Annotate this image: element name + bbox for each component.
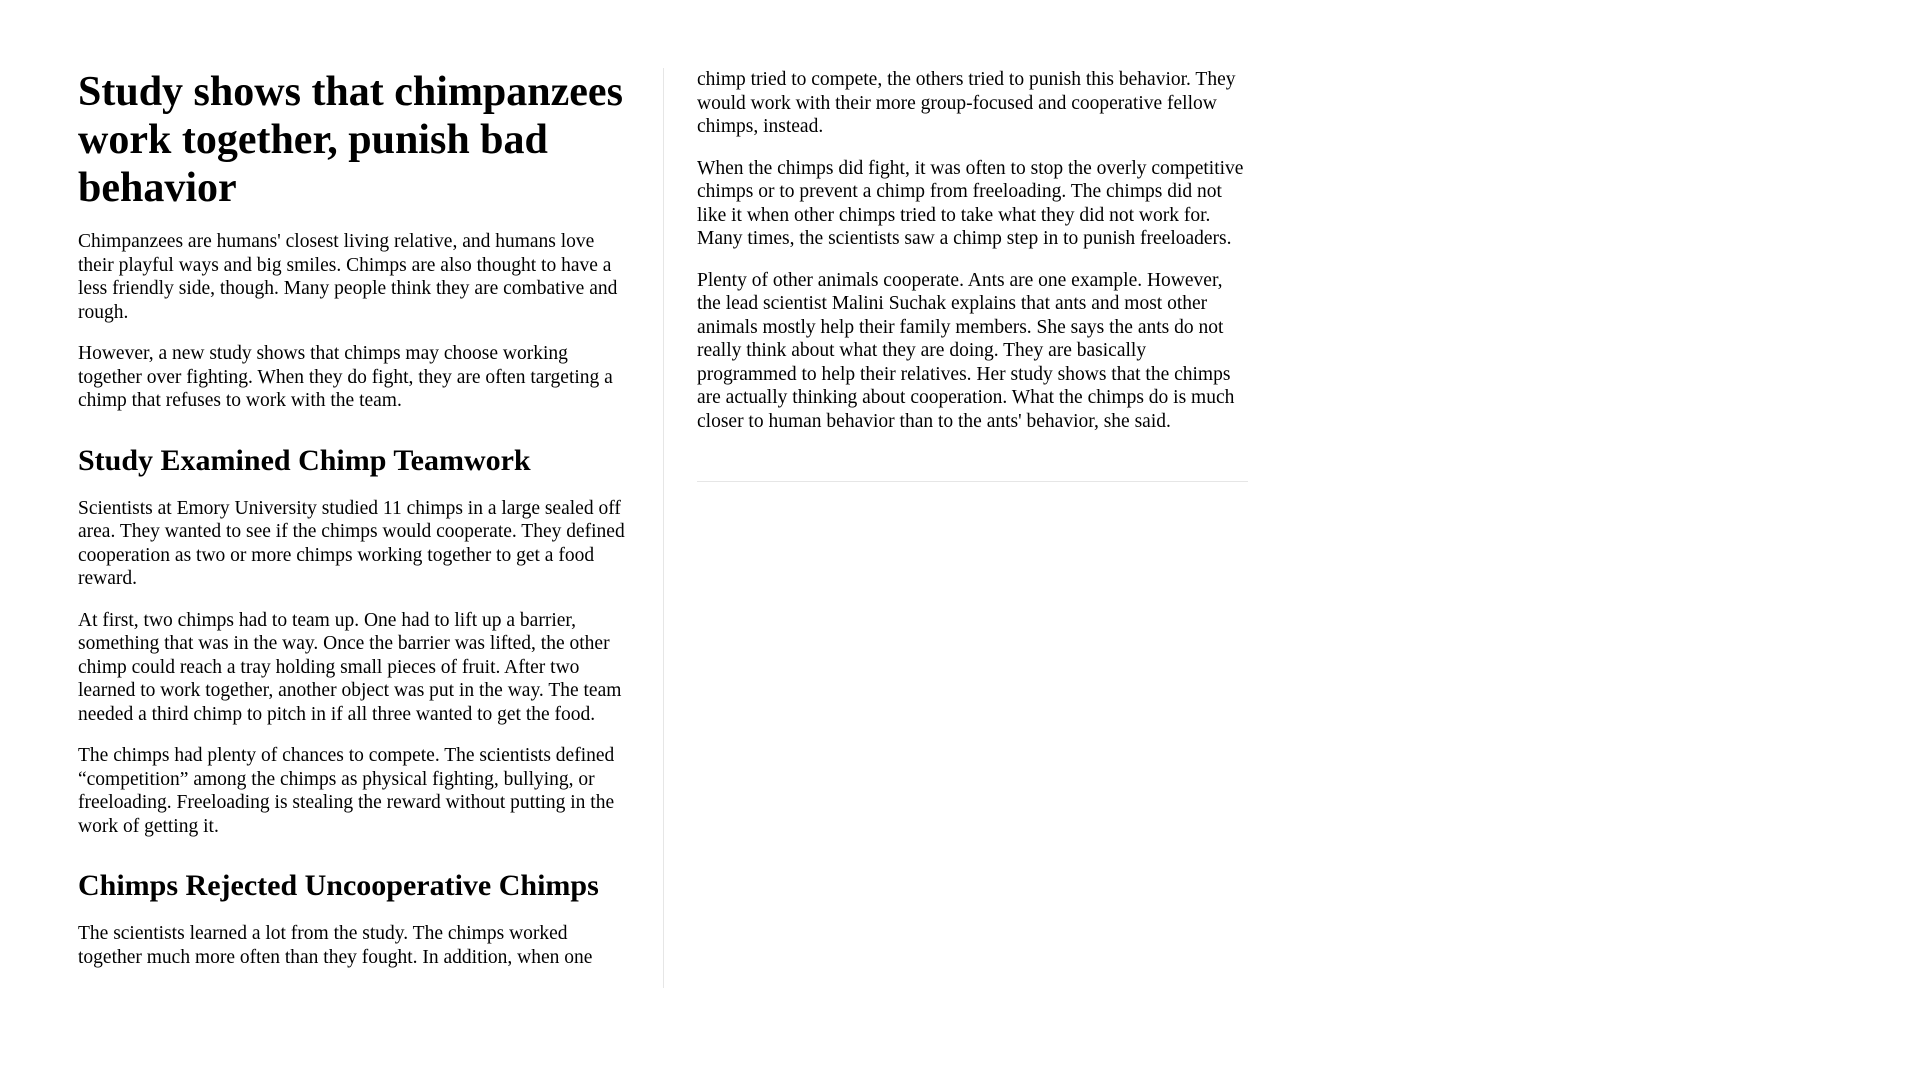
body-paragraph: When the chimps did fight, it was often to stop the overly competitive chimps or to prevent a chimp from freeloading. The chimps did not like it when other chimps tried to take what they did not work for. Many times, the scientists saw a chimp step in to punish freeloaders.: [697, 157, 1244, 249]
intro-paragraph: However, a new study shows that chimps may choose working together over fighting. When they do fight, they are often targeting a chimp that refuses to work with the team.: [78, 343, 613, 411]
article-title: Study shows that chimpanzees work together, punish bad behavior: [78, 69, 623, 211]
section-heading-teamwork: Study Examined Chimp Teamwork: [78, 443, 531, 477]
body-paragraph: The scientists learned a lot from the study. The chimps worked together much more often than they fought. In addition, when one chimp tried to compete, the others tried to punish this behavior. They would work with their more group-focused and cooperative fellow chimps, instead.: [78, 69, 1236, 968]
article-end-divider: [697, 481, 1248, 482]
section-heading-rejected: Chimps Rejected Uncooperative Chimps: [78, 869, 599, 902]
body-paragraph: Plenty of other animals cooperate. Ants are one example. However, the lead scientist Malini Suchak explains that ants and most other animals mostly help their family members. She says the ants do not really think about what they are doing. They are basically programmed to help their relatives. Her study shows that the chimps are actually thinking about cooperation. What the chimps do is much closer to human behavior than to the ants' behavior, she said.: [697, 269, 1235, 432]
intro-paragraph: Chimpanzees are humans' closest living relative, and humans love their playful ways and big smiles. Chimps are also thought to have a less friendly side, though. Many people think they are combative and rough.: [78, 231, 618, 323]
body-paragraph: Scientists at Emory University studied 11 chimps in a large sealed off area. They wanted to see if the chimps would cooperate. They defined cooperation as two or more chimps working together to get a food reward.: [78, 497, 625, 589]
article: [78, 68, 1248, 988]
body-paragraph: At first, two chimps had to team up. One had to lift up a barrier, something that was in the way. Once the barrier was lifted, the other chimp could reach a tray holding small pieces of fruit. After two learned to work together, another object was put in the way. The team needed a third chimp to pitch in if all three wanted to get the food.: [78, 609, 622, 725]
body-paragraph: The chimps had plenty of chances to compete. The scientists defined “competition” among the chimps as physical fighting, bullying, or freeloading. Freeloading is stealing the reward without putting in the work of getting it.: [78, 745, 615, 837]
